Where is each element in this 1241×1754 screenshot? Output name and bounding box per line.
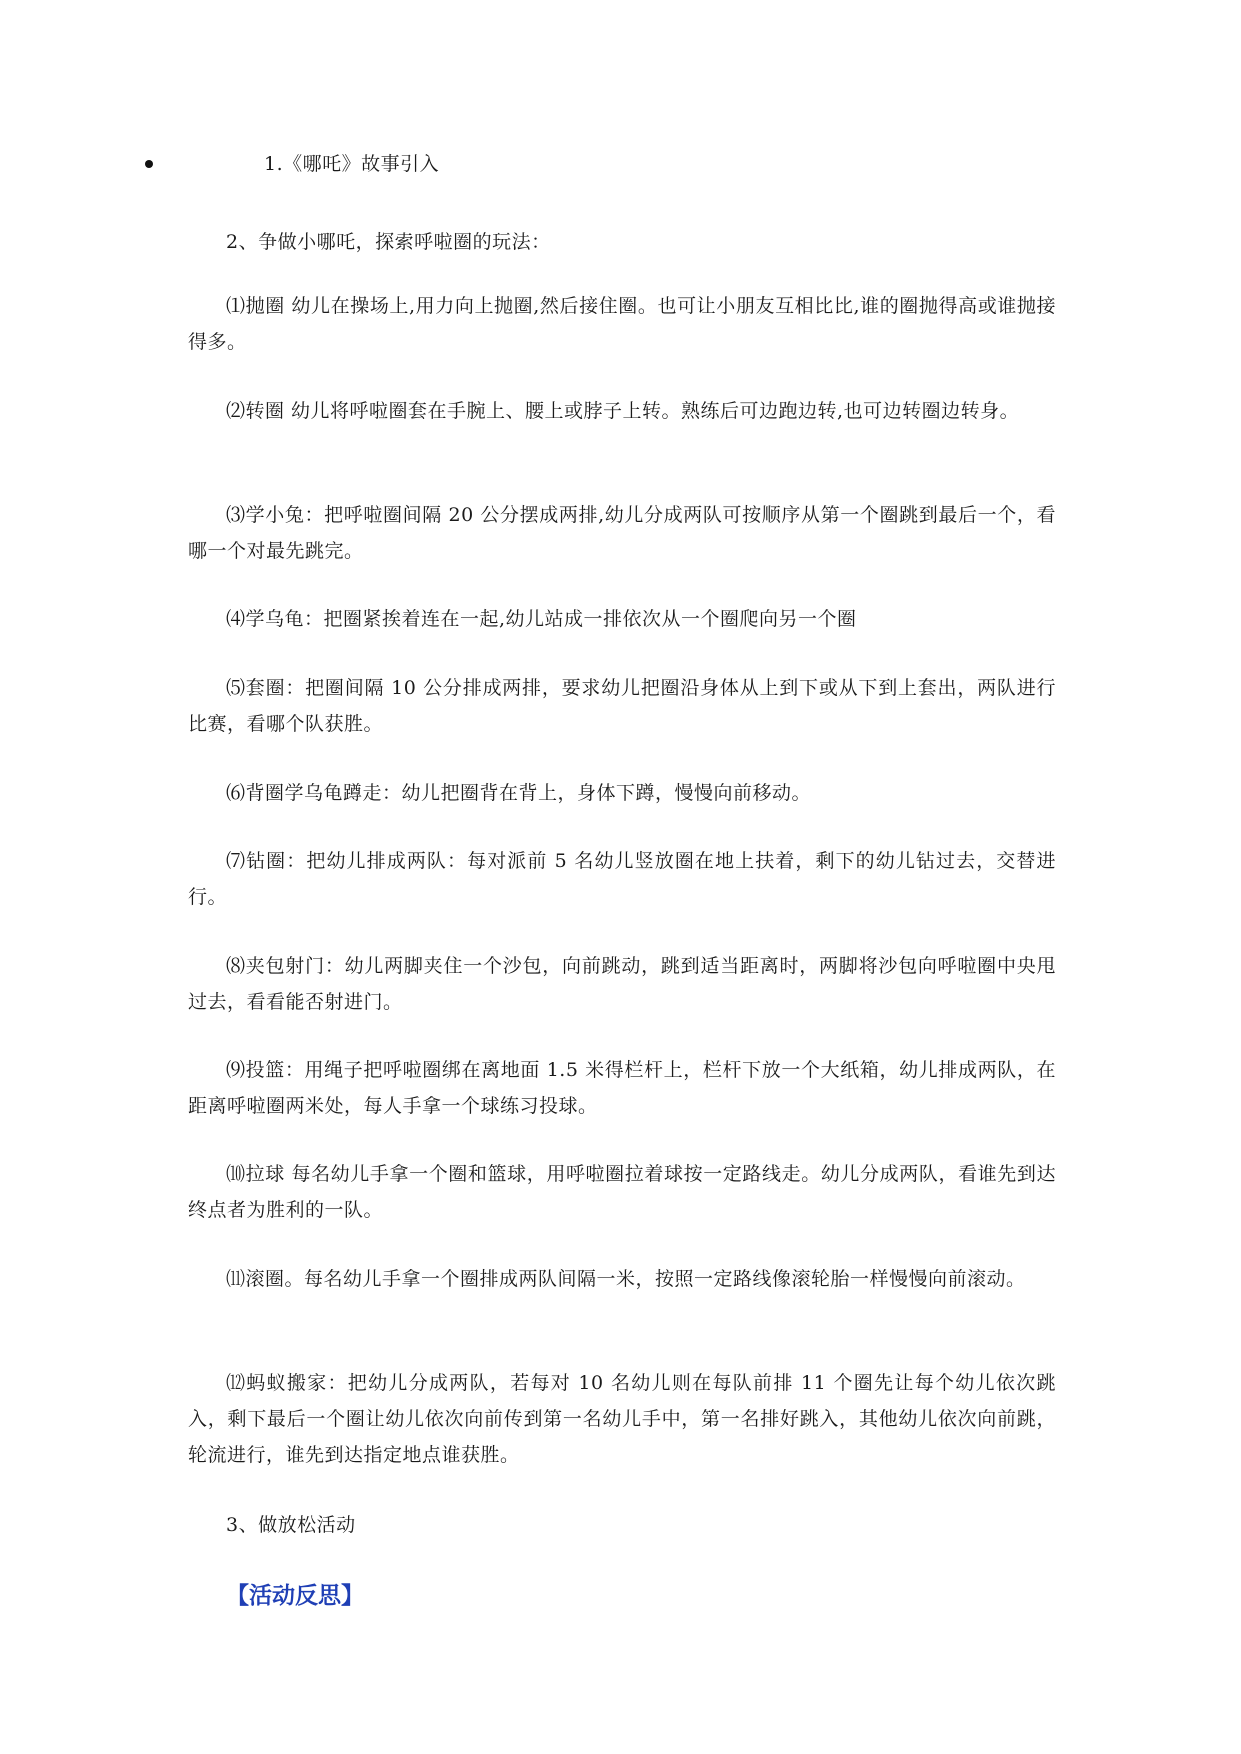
section-2-title: 2、争做小哪吒，探索呼啦圈的玩法： (226, 231, 551, 253)
item-6-paragraph: ⑹背圈学乌龟蹲走：幼儿把圈背在背上，身体下蹲，慢慢向前移动。 (226, 782, 812, 804)
item-9-paragraph: ⑼投篮：用绳子把呼啦圈绑在离地面 1.5 米得栏杆上，栏杆下放一个大纸箱，幼儿排成两队，在距离呼啦圈两米处，每人手拿一个球练习投球。 (188, 1059, 1056, 1117)
item-4-paragraph: ⑷学乌龟：把圈紧挨着连在一起,幼儿站成一排依次从一个圈爬向另一个圈 (226, 608, 857, 630)
reflection-heading: 【活动反思】 (226, 1583, 364, 1609)
section-3-title: 3、做放松活动 (226, 1514, 356, 1536)
item-1-paragraph: ⑴抛圈 幼儿在操场上,用力向上抛圈,然后接住圈。也可让小朋友互相比比,谁的圈抛得高或谁抛接得多。 (188, 295, 1056, 353)
item-2-paragraph: ⑵转圈 幼儿将呼啦圈套在手腕上、腰上或脖子上转。熟练后可边跑边转,也可边转圈边转身。 (226, 400, 1020, 422)
bullet-dot (145, 160, 153, 168)
item-3-paragraph: ⑶学小兔：把呼啦圈间隔 20 公分摆成两排,幼儿分成两队可按顺序从第一个圈跳到最后一个，看哪一个对最先跳完。 (188, 504, 1056, 562)
item-11-paragraph: ⑾滚圈。每名幼儿手拿一个圈排成两队间隔一米，按照一定路线像滚轮胎一样慢慢向前滚动。 (226, 1268, 1026, 1290)
item-5-paragraph: ⑸套圈：把圈间隔 10 公分排成两排，要求幼儿把圈沿身体从上到下或从下到上套出，两队进行比赛，看哪个队获胜。 (188, 677, 1056, 735)
item-7-paragraph: ⑺钻圈：把幼儿排成两队：每对派前 5 名幼儿竖放圈在地上扶着，剩下的幼儿钻过去，交替进行。 (188, 850, 1056, 908)
intro-line: 1.《哪吒》故事引入 (264, 153, 440, 175)
item-8-paragraph: ⑻夹包射门：幼儿两脚夹住一个沙包，向前跳动，跳到适当距离时，两脚将沙包向呼啦圈中央甩过去，看看能否射进门。 (188, 955, 1056, 1013)
item-12-paragraph: ⑿蚂蚁搬家：把幼儿分成两队，若每对 10 名幼儿则在每队前排 11 个圈先让每个幼儿依次跳入，剩下最后一个圈让幼儿依次向前传到第一名幼儿手中，第一名排好跳入，其他幼儿依次向前跳，轮流进行，谁先到达指定地点谁获胜。 (188, 1372, 1056, 1466)
item-10-paragraph: ⑽拉球 每名幼儿手拿一个圈和篮球，用呼啦圈拉着球按一定路线走。幼儿分成两队，看谁先到达终点者为胜利的一队。 (188, 1163, 1056, 1221)
